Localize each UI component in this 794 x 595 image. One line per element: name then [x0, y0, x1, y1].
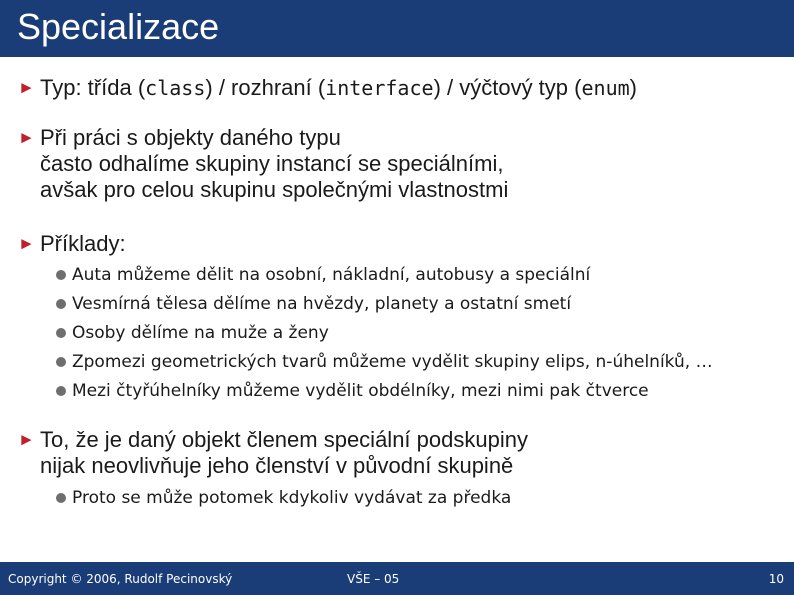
dot-bullet-icon	[56, 299, 66, 309]
arrow-bullet-icon: ►	[18, 78, 35, 97]
bullet-type: ► Typ: třída (class) / rozhraní (interface) / výčtový typ (enum)	[18, 75, 637, 100]
dot-bullet-icon	[56, 493, 66, 503]
footer-bar	[0, 562, 794, 595]
example-item: Vesmírná tělesa dělíme na hvězdy, planety a ostatní smetí	[56, 293, 571, 315]
example-item: Mezi čtyřúhelníky můžeme vydělit obdélníky, mezi nimi pak čtverce	[56, 380, 649, 402]
code-class: class	[145, 76, 206, 100]
dot-bullet-icon	[56, 357, 66, 367]
bullet-groups: ► Při práci s objekty daného typu často odhalíme skupiny instancí se speciálními, avšak pro celou skupinu společnými vlastnostmi	[18, 125, 509, 202]
example-item: Auta můžeme dělit na osobní, nákladní, autobusy a speciální	[56, 264, 590, 286]
page-number: 10	[768, 572, 784, 586]
arrow-bullet-icon: ►	[18, 430, 35, 449]
code-interface: interface	[325, 76, 434, 100]
footer-course: VŠE – 05	[347, 572, 400, 586]
title-bar	[0, 0, 794, 57]
example-item: Zpomezi geometrických tvarů můžeme vydělit skupiny elips, n-úhelníků, …	[56, 351, 713, 373]
code-enum: enum	[581, 76, 630, 100]
arrow-bullet-icon: ►	[18, 128, 35, 147]
bullet-examples: ► Příklady:	[18, 231, 126, 256]
bullet-membership: ► To, že je daný objekt členem speciální podskupiny nijak neovlivňuje jeho členství v původní skupině	[18, 427, 528, 478]
example-item: Osoby dělíme na muže a ženy	[56, 322, 329, 344]
footer-copyright: Copyright © 2006, Rudolf Pecinovský	[8, 572, 233, 586]
slide-title: Specializace	[17, 6, 220, 47]
dot-bullet-icon	[56, 328, 66, 338]
membership-item: Proto se může potomek kdykoliv vydávat za předka	[56, 487, 511, 509]
dot-bullet-icon	[56, 270, 66, 280]
arrow-bullet-icon: ►	[18, 234, 35, 253]
dot-bullet-icon	[56, 386, 66, 396]
